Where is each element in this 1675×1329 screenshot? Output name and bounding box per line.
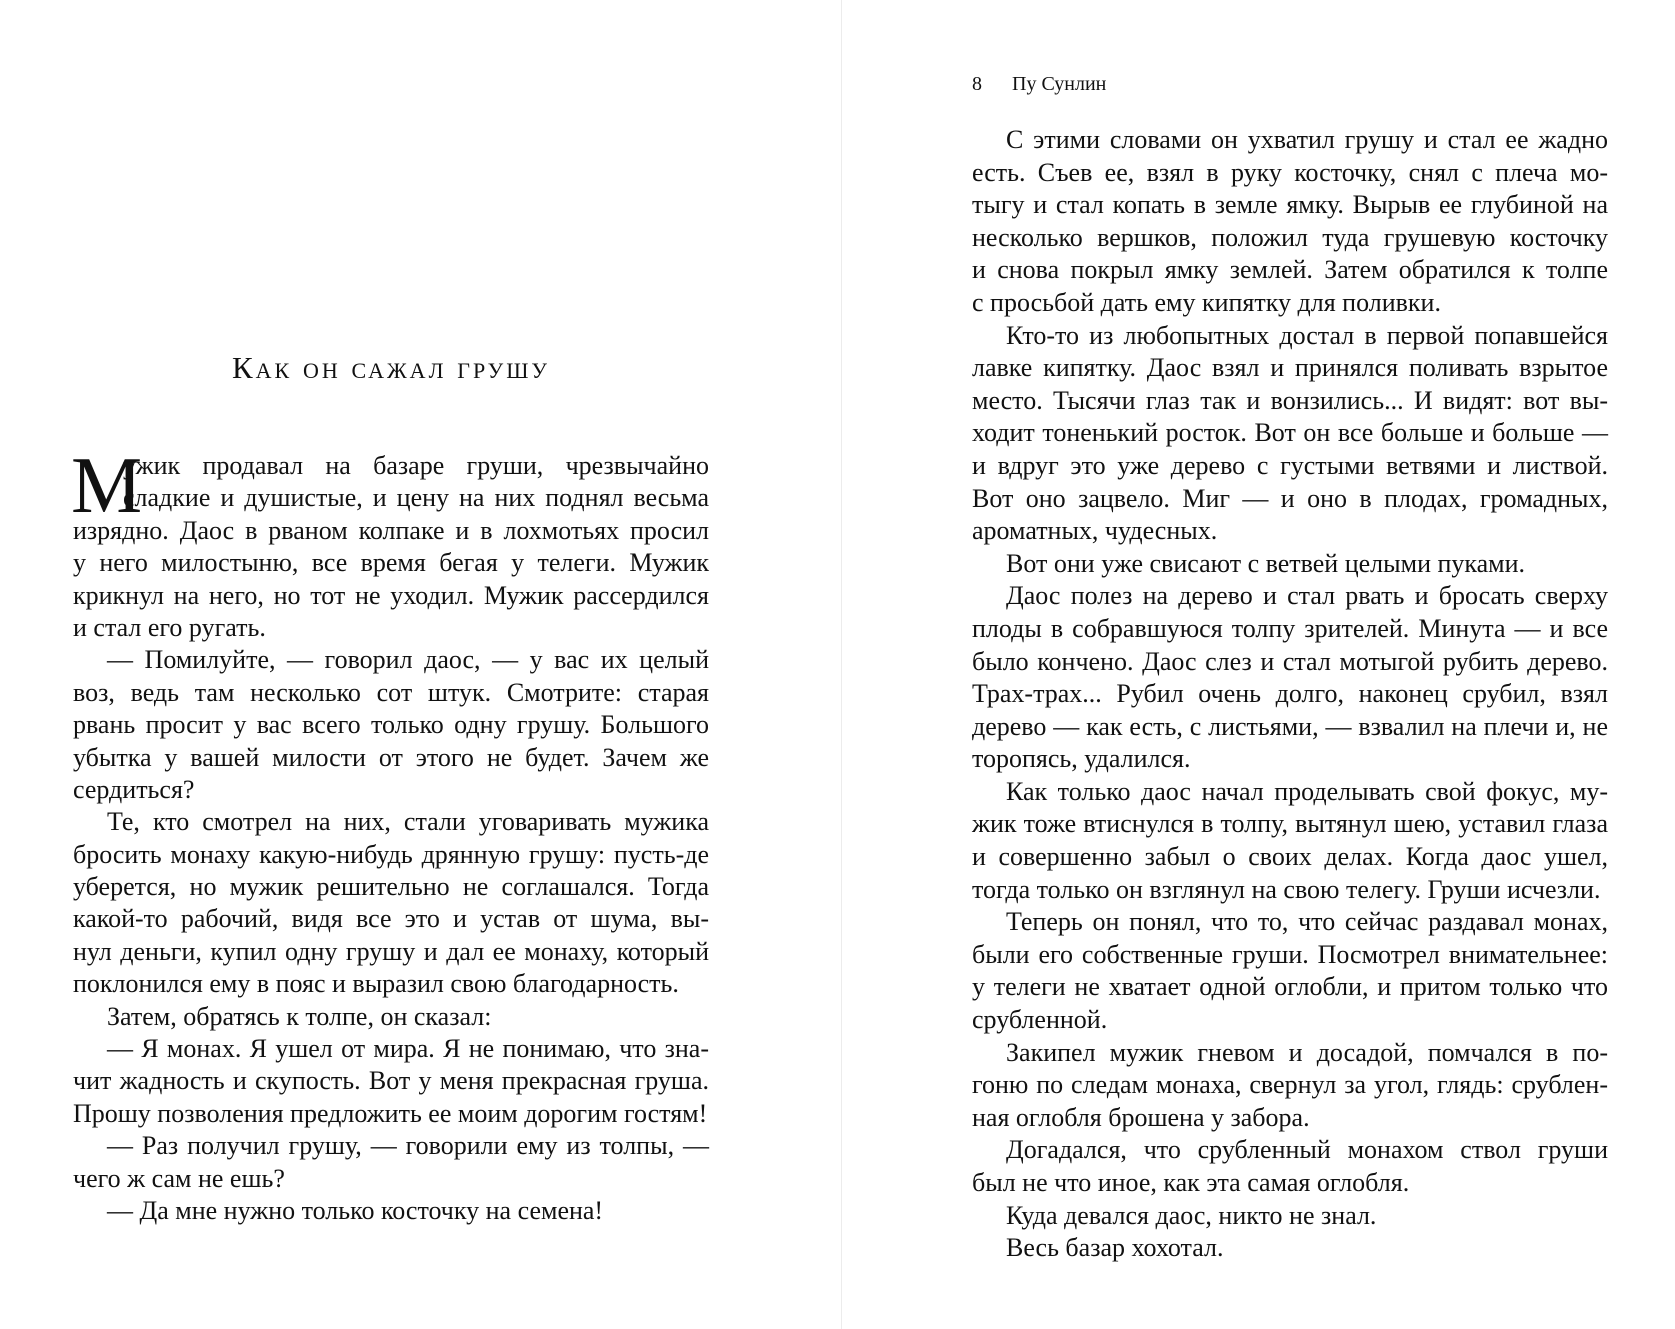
text-line: сердиться? bbox=[73, 774, 195, 804]
text-line: — Раз получил грушу, — говорили ему из толпы, — bbox=[107, 1131, 709, 1161]
paragraph bbox=[972, 548, 1608, 581]
text-line: Куда девался даос, никто не знал. bbox=[1006, 1200, 1377, 1230]
paragraph bbox=[73, 1195, 709, 1227]
text-line: есть. Съев ее, взял в руку косточку, снял с плеча мо- bbox=[972, 157, 1608, 187]
text-line: были его собственные груши. Посмотрел внимательнее: bbox=[972, 939, 1608, 969]
paragraph bbox=[972, 776, 1608, 906]
text-line: Как только даос начал проделывать свой фокус, му- bbox=[1006, 776, 1608, 806]
text-line: — Да мне нужно только косточку на семена! bbox=[107, 1195, 604, 1225]
paragraph bbox=[972, 320, 1608, 548]
text-line: у телеги не хватает одной оглобли, и притом только что bbox=[972, 972, 1608, 1002]
text-line: тыгу и стал копать в земле ямку. Вырыв ее глубиной на bbox=[972, 190, 1608, 220]
paragraph bbox=[73, 806, 709, 1000]
text-line: убытка у вашей милости от этого не будет. Зачем же bbox=[73, 742, 709, 772]
paragraph bbox=[972, 124, 1608, 320]
running-header bbox=[972, 70, 1106, 98]
page-gutter bbox=[841, 0, 842, 1329]
text-line: Вот они уже свисают с ветвей целыми пуками. bbox=[1006, 548, 1526, 578]
text-line: Весь базар хохотал. bbox=[1006, 1233, 1224, 1263]
text-line: место. Тысячи глаз так и вонзились... И видят: вот вы- bbox=[972, 385, 1608, 415]
text-line: Закипел мужик гневом и досадой, помчался в по- bbox=[1006, 1037, 1608, 1067]
paragraph bbox=[972, 906, 1608, 1036]
paragraph bbox=[73, 644, 709, 806]
paragraph bbox=[73, 1033, 709, 1130]
page-number: 8 bbox=[972, 73, 982, 95]
paragraph bbox=[972, 1037, 1608, 1135]
text-line: торопясь, удалился. bbox=[972, 744, 1191, 774]
paragraph bbox=[972, 1232, 1608, 1265]
text-line: воз, ведь там несколько сот штук. Смотрите: старая bbox=[73, 677, 709, 707]
text-line: ужик продавал на базаре груши, чрезвычайно bbox=[123, 451, 709, 480]
text-line: тогда только он взглянул на свою телегу. Груши исчезли. bbox=[972, 874, 1601, 904]
text-line: сладкие и душистые, и цену на них поднял весьма bbox=[123, 483, 709, 513]
text-line: и вдруг это уже дерево с густыми ветвями и листвой. bbox=[972, 450, 1608, 480]
author-name: Пу Сунлин bbox=[1012, 73, 1107, 95]
text-line: жик тоже втиснулся в толпу, вытянул шею, уставил глаза bbox=[972, 809, 1608, 839]
text-line: гоню по следам монаха, свернул за угол, глядь: срублен- bbox=[972, 1070, 1608, 1100]
text-line: Даос полез на дерево и стал рвать и бросать сверху bbox=[1006, 581, 1608, 611]
text-line: чего ж сам не ешь? bbox=[73, 1163, 285, 1193]
paragraph bbox=[972, 580, 1608, 776]
drop-cap: М bbox=[71, 442, 143, 530]
text-line: Теперь он понял, что то, что сейчас раздавал монах, bbox=[1006, 907, 1608, 937]
text-line: и стал его ругать. bbox=[73, 612, 266, 642]
text-line: с просьбой дать ему кипятку для поливки. bbox=[972, 287, 1441, 317]
text-line: и снова покрыл ямку землей. Затем обратился к толпе bbox=[972, 255, 1608, 285]
paragraph bbox=[972, 1200, 1608, 1233]
text-line: плоды в собравшуюся толпу зрителей. Минута — и все bbox=[972, 613, 1608, 643]
right-page-text bbox=[972, 124, 1608, 1265]
text-line: бросить монаху какую-нибудь дрянную грушу: пусть-де bbox=[73, 839, 709, 869]
text-line: — Я монах. Я ушел от мира. Я не понимаю, что зна- bbox=[107, 1034, 709, 1064]
text-line: ароматных, чудесных. bbox=[972, 516, 1218, 546]
left-page-text bbox=[71, 442, 709, 1227]
text-line: Вот оно зацвело. Миг — и оно в плодах, громадных, bbox=[972, 483, 1608, 513]
text-line: Кто-то из любопытных достал в первой попавшейся bbox=[1006, 320, 1608, 350]
text-line: Догадался, что срубленный монахом ствол груши bbox=[1006, 1135, 1608, 1165]
text-line: какой-то рабочий, видя все это и устав от шума, вы- bbox=[73, 904, 709, 934]
chapter-title: Как он сажал грушу bbox=[231, 350, 550, 385]
text-line: — Помилуйте, — говорил даос, — у вас их целый bbox=[107, 645, 709, 675]
text-line: Те, кто смотрел на них, стали уговаривать мужика bbox=[107, 807, 709, 837]
text-line: несколько вершков, положил туда грушевую косточку bbox=[972, 222, 1608, 252]
text-line: у него милостыню, все время бегая у телеги. Мужик bbox=[73, 548, 709, 578]
text-line: срубленной. bbox=[972, 1005, 1108, 1035]
text-line: С этими словами он ухватил грушу и стал ее жадно bbox=[1006, 125, 1608, 154]
text-line: Прошу позволения предложить ее моим дорогим гостям! bbox=[73, 1098, 708, 1128]
text-line: рвань просит у вас всего только одну грушу. Большого bbox=[73, 710, 709, 740]
text-line: было кончено. Даос слез и стал мотыгой рубить дерево. bbox=[972, 646, 1608, 676]
text-line: поклонился ему в пояс и выразил свою благодарность. bbox=[73, 969, 679, 999]
text-line: уберется, но мужик решительно не соглашался. Тогда bbox=[73, 872, 709, 902]
text-line: лавке кипятку. Даос взял и принялся поливать взрытое bbox=[972, 353, 1608, 383]
paragraph bbox=[73, 450, 709, 644]
text-line: изрядно. Даос в рваном колпаке и в лохмотьях просил bbox=[73, 515, 709, 545]
text-line: и совершенно забыл о своих делах. Когда даос ушел, bbox=[972, 842, 1608, 872]
text-line: Трах-трах... Рубил очень долго, наконец срубил, взял bbox=[972, 679, 1608, 709]
text-line: Затем, обратясь к толпе, он сказал: bbox=[107, 1001, 492, 1031]
paragraph bbox=[972, 1134, 1608, 1199]
text-line: ная оглобля брошена у забора. bbox=[972, 1102, 1310, 1132]
text-line: чит жадность и скупость. Вот у меня прекрасная груша. bbox=[73, 1066, 709, 1096]
text-line: дерево — как есть, с листьями, — взвалил на плечи и, не bbox=[972, 711, 1608, 741]
text-line: был не что иное, как эта самая оглобля. bbox=[972, 1168, 1410, 1197]
text-line: крикнул на него, но тот не уходил. Мужик рассердился bbox=[73, 580, 709, 610]
paragraph bbox=[73, 1001, 709, 1033]
paragraph bbox=[73, 1130, 709, 1195]
text-line: нул деньги, купил одну грушу и дал ее монаху, который bbox=[73, 936, 709, 966]
text-line: ходит тоненький росток. Вот он все больше и больше — bbox=[972, 418, 1608, 448]
